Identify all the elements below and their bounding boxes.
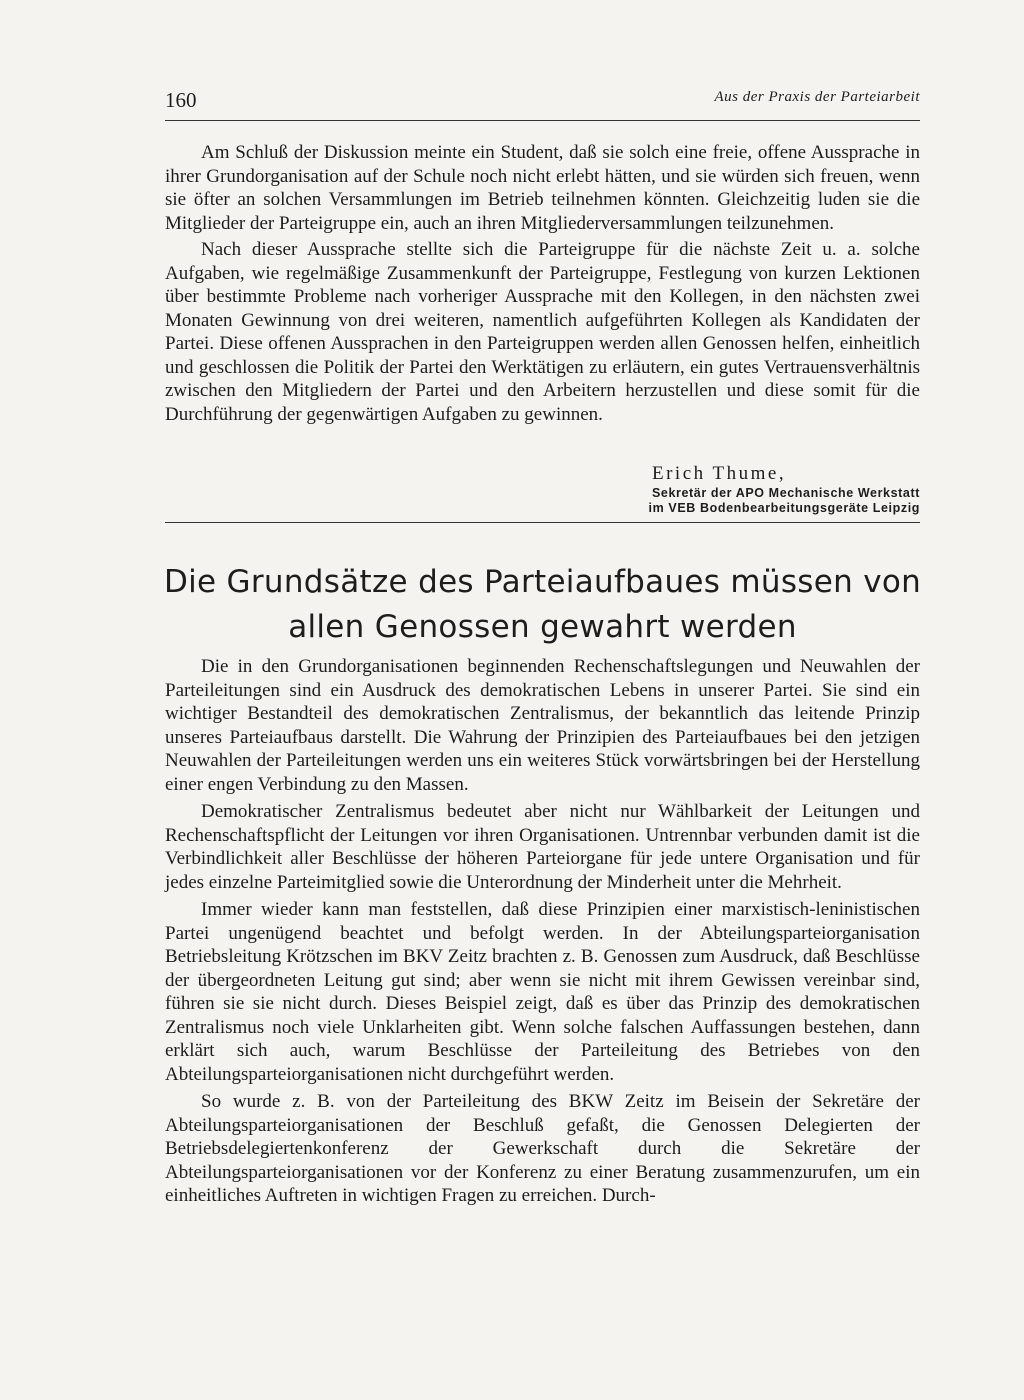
article-title: Die Grundsätze des Parteiaufbaues müssen von allen Genossen gewahrt werden (163, 564, 922, 645)
paragraph: Die in den Grundorganisationen beginnenden Rechenschaftslegungen und Neuwahlen der Parteileitungen sind ein Ausdruck des demokratischen Lebens in unserer Partei. Sie sind ein wichtiger Bestandteil des demokratischen Zentralismus, der bekanntlich das leitende Prinzip unseres Parteiaufbaus darstellt. Die Wahrung der Prinzipien des Parteiaufbaues bei den jetzigen Neuwahlen der Parteileitungen werden uns ein weiteres Stück vorwärtsbringen bei der Herstellung einer engen Verbindung zu den Massen. (165, 656, 920, 795)
paragraph: Am Schluß der Diskussion meinte ein Student, daß sie solch eine freie, offene Aussprache in ihrer Grundorganisation auf der Schule noch nicht erlebt hätten, und sie würden sich freuen, wenn sie öfter an solchen Versammlungen im Betrieb teilnehmen könnten. Gleichzeitig luden sie die Mitglieder der Parteigruppe ein, auch an ihren Mitgliederversammlungen teilzunehmen. (165, 142, 920, 234)
page-header (165, 88, 920, 121)
paragraph: Nach dieser Aussprache stellte sich die Parteigruppe für die nächste Zeit u. a. solche Aufgaben, wie regelmäßige Zusammenkunft der Parteigruppe, Festlegung von kurzen Lektionen über bestimmte Probleme nach vorheriger Aussprache mit den Kollegen, in den nächsten zwei Monaten Gewinnung von drei weiteren, namentlich aufgeführten Kollegen als Kandidaten der Partei. Diese offenen Aussprachen in den Parteigruppen werden allen Genossen helfen, einheitlich und geschlossen die Politik der Partei den Werktätigen zu erläutern, ein gutes Vertrauensverhältnis zwischen den Mitgliedern der Partei und den Arbeitern herzustellen und diese somit für die Durchführung der gegenwärtigen Aufgaben zu gewinnen. (165, 239, 920, 425)
paragraph: Demokratischer Zentralismus bedeutet aber nicht nur Wählbarkeit der Leitungen und Rechenschaftspflicht der Leitungen vor ihren Organisationen. Untrennbar verbunden damit ist die Verbindlichkeit aller Beschlüsse der höheren Parteiorgane für jede untere Organisation und für jedes einzelne Parteimitglied sowie die Unterordnung der Minderheit unter die Mehrheit. (165, 801, 920, 893)
paragraph: So wurde z. B. von der Parteileitung des BKW Zeitz im Beisein der Sekretäre der Abteilungsparteiorganisationen der Beschluß gefaßt, die Genossen Delegierten der Betriebsdelegiertenkonferenz der Gewerkschaft durch die Sekretäre der Abteilungsparteiorganisationen vor der Konferenz zu einer Beratung zusammenzurufen, um ein einheitliches Auftreten in wichtigen Fragen zu erreichen. Durch- (165, 1091, 920, 1206)
author-signature (165, 463, 920, 513)
paragraph: Immer wieder kann man feststellen, daß diese Prinzipien einer marxistisch-leninistischen Partei ungenügend beachtet und befolgt werden. In der Abteilungsparteiorganisation Betriebsleitung Krötzschen im BKV Zeitz brachten z. B. Genossen zum Ausdruck, daß Beschlüsse der übergeordneten Leitung gut sind; aber wenn sie nicht mit ihrem Gewissen vereinbar sind, führen sie sie nicht durch. Dieses Beispiel zeigt, daß es über das Prinzip des demokratischen Zentralismus noch viele Unklarheiten gibt. Wenn solche falschen Auffassungen bestehen, dann erklärt sich auch, warum Beschlüsse der Parteileitung des Betriebes von den Abteilungsparteiorganisationen nicht durchgeführt werden. (165, 899, 920, 1085)
section-divider (165, 522, 920, 523)
page-number: 160 (165, 88, 197, 112)
author-affiliation: Sekretär der APO Mechanische Werkstatt (651, 486, 920, 500)
author-affiliation: im VEB Bodenbearbeitungsgeräte Leipzig (648, 501, 920, 515)
previous-article-body (165, 141, 920, 429)
author-name: Erich Thume, (652, 463, 787, 484)
running-head: Aus der Praxis der Parteiarbeit (714, 89, 920, 105)
article-body (165, 655, 920, 1212)
